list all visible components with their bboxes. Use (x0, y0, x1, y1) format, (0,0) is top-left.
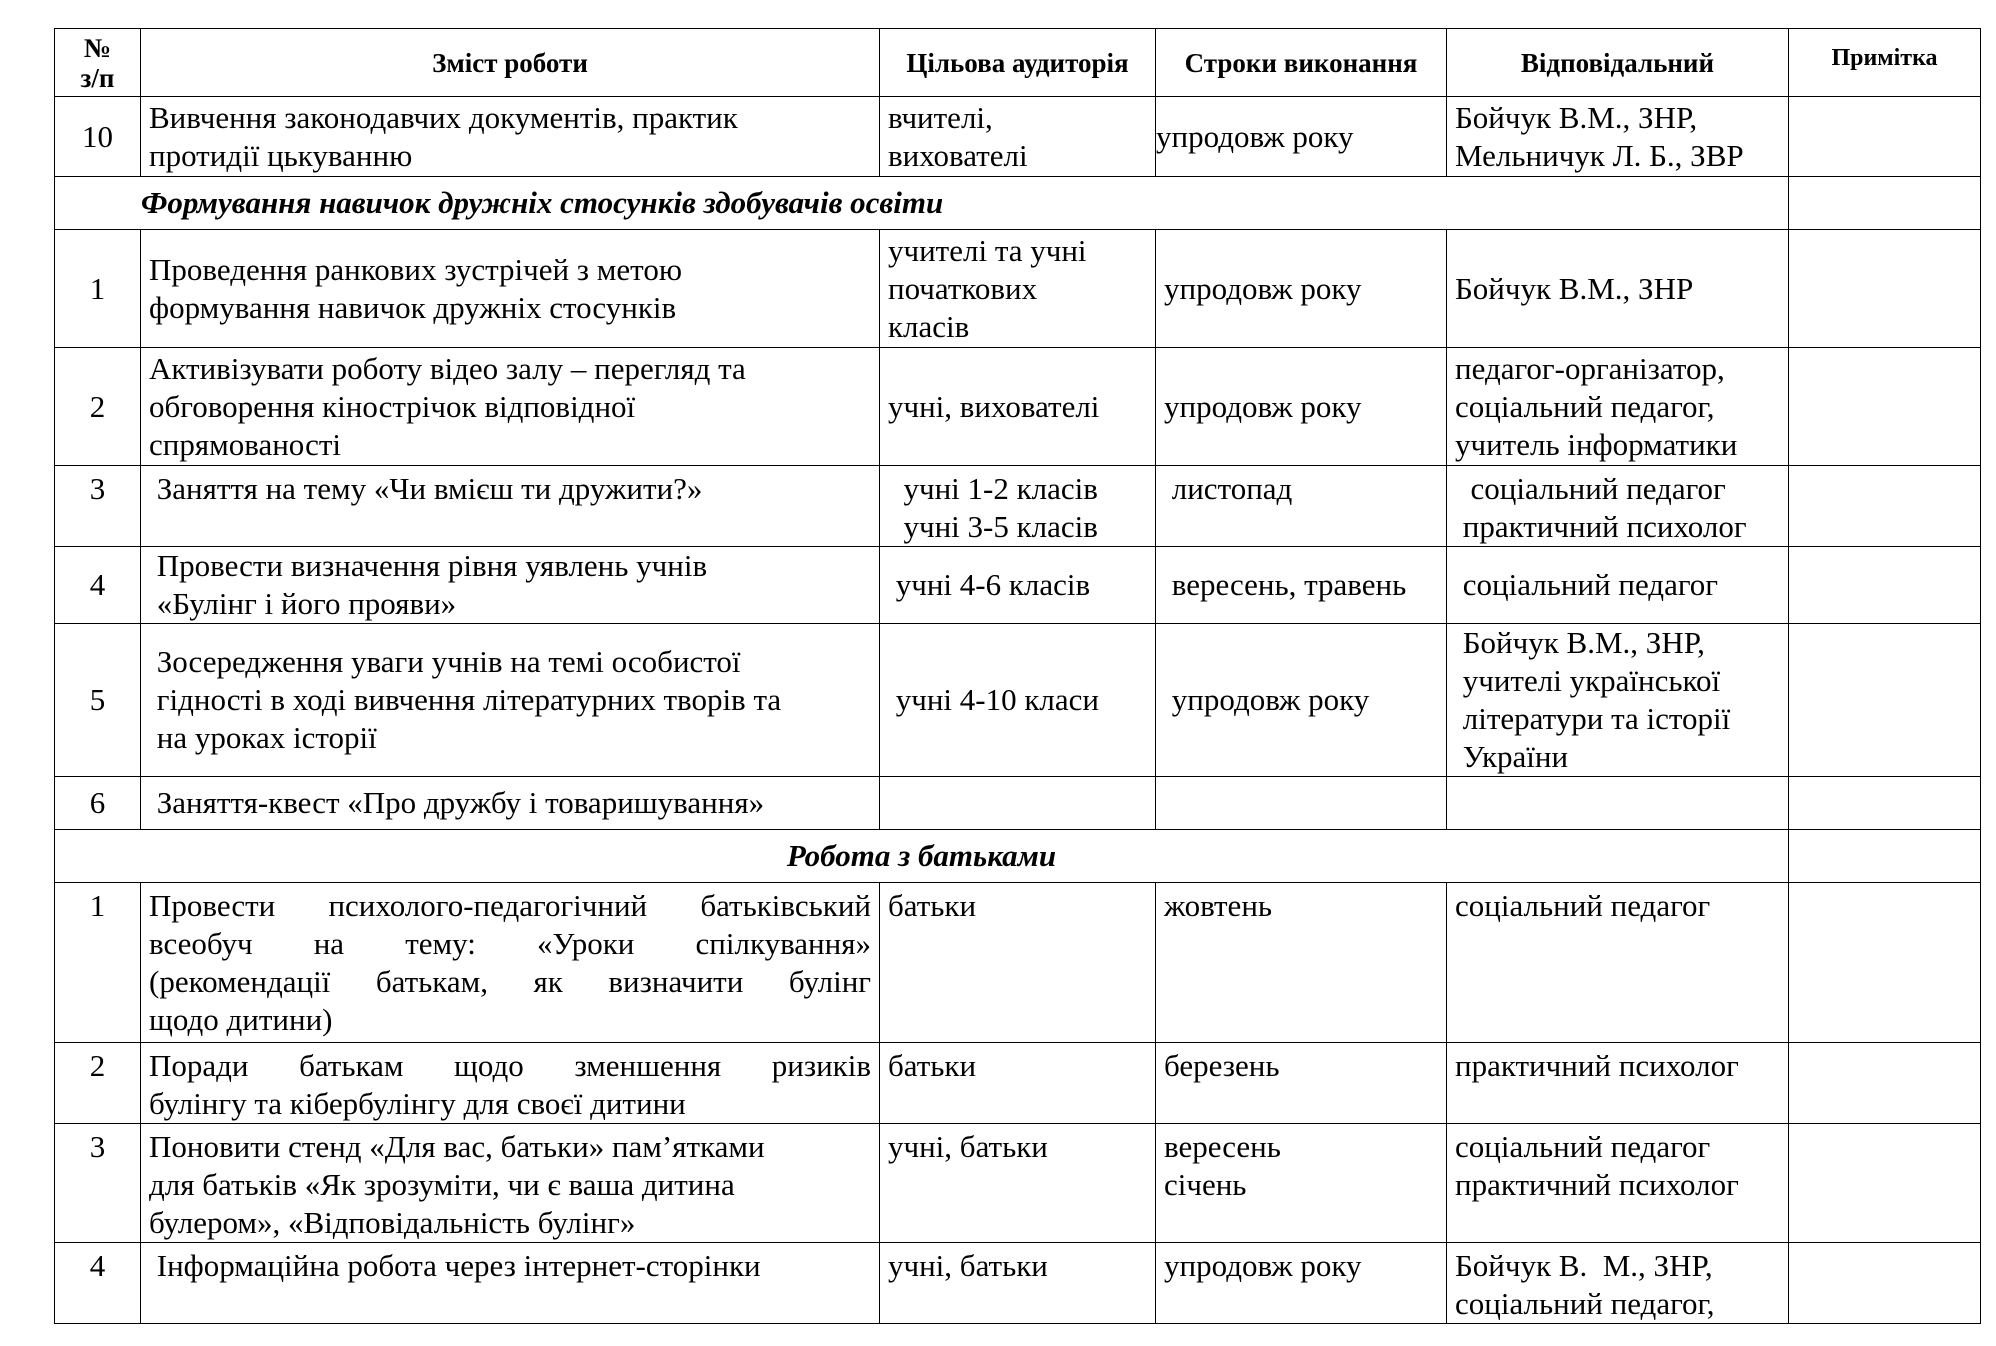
text-line: Активізувати роботу відео залу – перегляд та (149, 350, 746, 386)
text-line: березень (1164, 1048, 1280, 1083)
row-audience (880, 1124, 1156, 1243)
text-line: вересень (1164, 1129, 1281, 1164)
text-line: практичний психолог (1455, 1167, 1739, 1202)
row-content (141, 624, 880, 777)
text-line: щодо дитини) (149, 1002, 333, 1037)
text-line: учитель інформатики (1455, 426, 1738, 462)
table-row (55, 1243, 1981, 1324)
text-line: учителі української (1455, 663, 1721, 698)
text-line: вчителі, (888, 99, 993, 135)
row-responsible (1447, 348, 1789, 466)
row-responsible (1447, 1124, 1789, 1243)
row-note (1789, 624, 1981, 777)
row-responsible (1447, 1243, 1789, 1324)
text-line: початкових (888, 270, 1038, 306)
table-row (55, 883, 1981, 1043)
row-note (1789, 1124, 1981, 1243)
header-note: Примітка (1789, 29, 1981, 97)
row-audience (880, 777, 1156, 830)
text-line: на уроках історії (149, 720, 377, 755)
row-number: 1 (55, 230, 141, 348)
text-line: соціальний педагог, (1455, 388, 1715, 424)
text-line: спрямованості (149, 426, 341, 462)
row-number: 6 (55, 777, 141, 830)
row-audience (880, 466, 1156, 547)
text-line: для батьків «Як зрозуміти, чи є ваша дитина (149, 1167, 735, 1202)
row-responsible (1447, 97, 1789, 177)
text-line: Заняття-квест «Про дружбу і товаришування» (149, 785, 765, 820)
text-line: учні, батьки (888, 1248, 1048, 1283)
row-number: 4 (55, 547, 141, 624)
row-audience (880, 230, 1156, 348)
text-line: Проведення ранкових зустрічей з метою (149, 251, 682, 287)
table-row (55, 348, 1981, 466)
row-content (141, 348, 880, 466)
text-line: (рекомендації батькам, як визначити булінг (149, 964, 871, 999)
row-terms: упродовж року (1156, 97, 1447, 177)
text-line: Інформаційна робота через інтернет-сторінки (149, 1248, 761, 1283)
text-line: Провести психолого-педагогічний батьківський (149, 888, 871, 923)
text-line: упродовж року (1164, 1248, 1362, 1283)
row-audience (880, 547, 1156, 624)
text-line: учні, батьки (888, 1129, 1048, 1164)
table-row (55, 1124, 1981, 1243)
row-terms (1156, 777, 1447, 830)
row-responsible (1447, 883, 1789, 1043)
text-line: протидії цькуванню (149, 137, 413, 173)
row-note (1789, 97, 1981, 177)
row-audience (880, 97, 1156, 177)
table-row (55, 97, 1981, 177)
row-responsible (1447, 777, 1789, 830)
row-content (141, 1243, 880, 1324)
row-content (141, 466, 880, 547)
text-line: практичний психолог (1455, 509, 1747, 544)
row-terms (1156, 883, 1447, 1043)
row-note (1789, 230, 1981, 348)
table-row (55, 466, 1981, 547)
text-line: упродовж року (1164, 388, 1362, 424)
row-audience (880, 624, 1156, 777)
text-line: листопад (1164, 471, 1293, 506)
header-number-line: з/п (80, 62, 115, 93)
text-line: Поради батькам щодо зменшення ризиків (149, 1048, 871, 1083)
text-line: Вивчення законодавчих документів, практик (149, 99, 738, 135)
row-terms (1156, 348, 1447, 466)
text-line: соціальний педагог, (1455, 1286, 1715, 1321)
row-note (1789, 1043, 1981, 1124)
section-row (55, 177, 1981, 230)
section-body (55, 230, 1981, 830)
text-line: Бойчук В.М., ЗНР (1455, 270, 1694, 306)
row-responsible (1447, 466, 1789, 547)
row-number: 2 (55, 1043, 141, 1124)
row-number: 5 (55, 624, 141, 777)
table-row (55, 624, 1981, 777)
table-row (55, 230, 1981, 348)
text-line: учні 3-5 класів (888, 509, 1098, 544)
text-line: обговорення кінострічок відповідної (149, 388, 636, 424)
row-number: 10 (55, 97, 141, 177)
header-number-line: № (83, 32, 112, 63)
text-line: соціальний педагог (1455, 471, 1726, 506)
row-note (1789, 348, 1981, 466)
table-row (55, 547, 1981, 624)
text-line: соціальний педагог (1455, 1129, 1711, 1164)
row-content (141, 97, 880, 177)
row-responsible (1447, 230, 1789, 348)
text-line: Бойчук В. М., ЗНР, (1455, 1248, 1713, 1283)
activity-plan-table (54, 28, 1981, 1324)
row-audience (880, 883, 1156, 1043)
text-line: класів (888, 308, 970, 344)
row-content (141, 230, 880, 348)
row-note (1789, 777, 1981, 830)
row-content (141, 1124, 880, 1243)
row-content (141, 1043, 880, 1124)
text-line: гідності в ході вивчення літературних творів та (149, 682, 782, 717)
text-line: соціальний педагог (1455, 888, 1711, 923)
text-line: вихователі (888, 137, 1028, 173)
text-line: Заняття на тему «Чи вмієш ти дружити?» (149, 471, 703, 506)
row-number: 1 (55, 883, 141, 1043)
row-audience (880, 1243, 1156, 1324)
row-note (1789, 466, 1981, 547)
text-line: Поновити стенд «Для вас, батьки» пам’ятками (149, 1129, 765, 1164)
text-line: жовтень (1164, 888, 1273, 923)
text-line: вересень, травень (1164, 567, 1407, 602)
text-line: булінгу та кібербулінгу для своєї дитини (149, 1086, 686, 1121)
table-header-row (55, 29, 1981, 97)
text-line: України (1455, 739, 1569, 774)
text-line: соціальний педагог (1455, 567, 1719, 602)
header-audience: Цільова аудиторія (880, 29, 1156, 97)
row-audience (880, 348, 1156, 466)
row-responsible (1447, 547, 1789, 624)
row-terms (1156, 466, 1447, 547)
section-body (55, 883, 1981, 1324)
text-line: практичний психолог (1455, 1048, 1739, 1083)
table-row (55, 1043, 1981, 1124)
header-terms: Строки виконання (1156, 29, 1447, 97)
text-line: всеобуч на тему: «Уроки спілкування» (149, 926, 871, 961)
text-line: Бойчук В.М., ЗНР, (1455, 625, 1705, 660)
text-line: учні, вихователі (888, 388, 1100, 424)
row-terms (1156, 547, 1447, 624)
row-terms (1156, 230, 1447, 348)
text-line: Бойчук В.М., ЗНР, (1455, 99, 1698, 135)
text-line: батьки (888, 1048, 977, 1083)
text-line: «Булінг і його прояви» (149, 586, 457, 621)
row-responsible (1447, 624, 1789, 777)
text-line: упродовж року (1164, 682, 1370, 717)
row-number: 3 (55, 1124, 141, 1243)
row-note (1789, 1243, 1981, 1324)
text-line: учні 1-2 класів (888, 471, 1098, 506)
section-title: Робота з батьками (55, 830, 1789, 883)
row-terms (1156, 1243, 1447, 1324)
text-line: учителі та учні (888, 232, 1087, 268)
text-line: учні 4-10 класи (888, 682, 1100, 717)
row-number: 3 (55, 466, 141, 547)
header-responsible: Відповідальний (1447, 29, 1789, 97)
text-line: літератури та історії (1455, 701, 1731, 736)
text-line: педагог-організатор, (1455, 350, 1725, 386)
text-line: булером», «Відповідальність булінг» (149, 1205, 636, 1240)
text-line: Провести визначення рівня уявлень учнів (149, 548, 708, 583)
text-line: січень (1164, 1167, 1247, 1202)
text-line: формування навичок дружніх стосунків (149, 289, 677, 325)
row-note (1789, 547, 1981, 624)
row-responsible (1447, 1043, 1789, 1124)
text-line: упродовж року (1164, 270, 1362, 306)
row-content (141, 547, 880, 624)
row-number: 2 (55, 348, 141, 466)
table-row (55, 777, 1981, 830)
header-content: Зміст роботи (141, 29, 880, 97)
row-content (141, 883, 880, 1043)
row-audience (880, 1043, 1156, 1124)
section-title: Формування навичок дружніх стосунків здобувачів освіти (55, 177, 1789, 230)
row-terms (1156, 1124, 1447, 1243)
row-terms (1156, 624, 1447, 777)
text-line: Мельничук Л. Б., ЗВР (1455, 137, 1744, 173)
row-terms (1156, 1043, 1447, 1124)
row-content (141, 777, 880, 830)
row-note (1789, 177, 1981, 230)
section-row (55, 830, 1981, 883)
text-line: учні 4-6 класів (888, 567, 1091, 602)
row-note (1789, 883, 1981, 1043)
text-line: Зосередження уваги учнів на темі особистої (149, 644, 741, 679)
header-number (55, 29, 141, 97)
text-line: батьки (888, 888, 977, 923)
row-number: 4 (55, 1243, 141, 1324)
row-note (1789, 830, 1981, 883)
